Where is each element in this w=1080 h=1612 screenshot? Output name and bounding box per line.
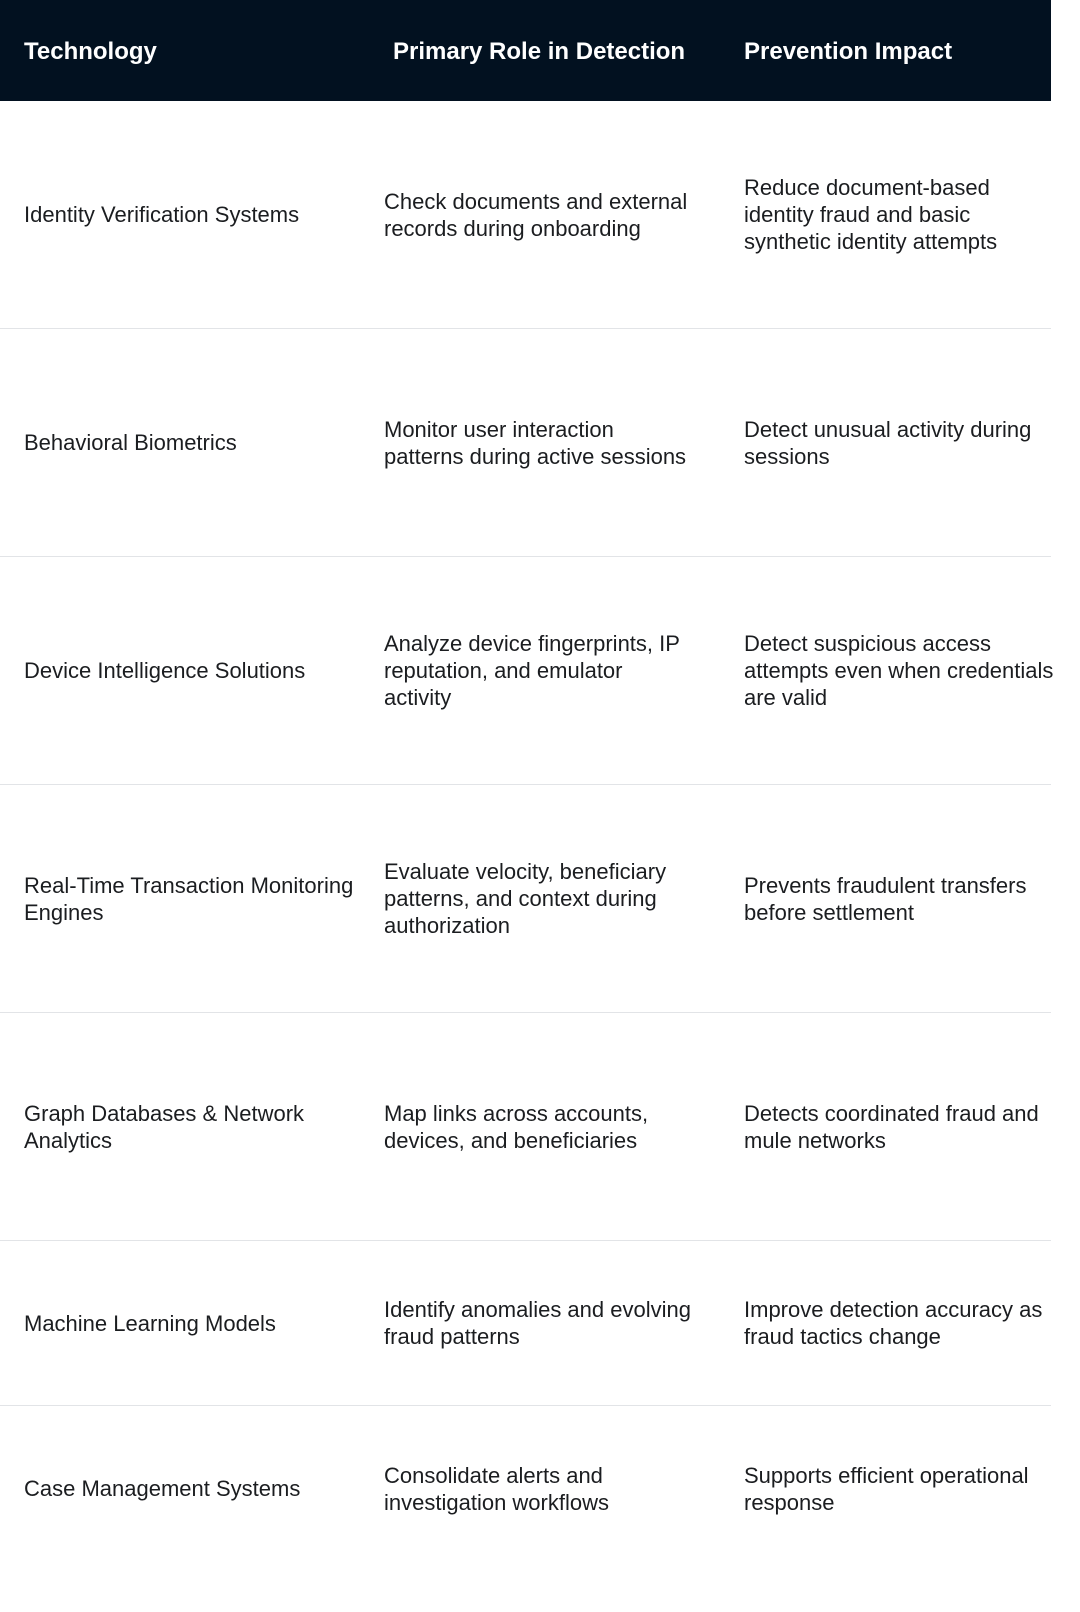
- header-prevention-impact: Prevention Impact: [744, 38, 953, 65]
- technology-cell: Behavioral Biometrics: [24, 430, 237, 455]
- role-cell: Analyze device fingerprints, IP reputation, and emulator activity: [384, 631, 680, 710]
- table-row: [0, 1241, 1051, 1406]
- impact-cell: Detects coordinated fraud and mule networks: [744, 1100, 1039, 1153]
- technology-cell: Machine Learning Models: [24, 1310, 276, 1336]
- table-row: [0, 557, 1054, 785]
- role-cell: Map links across accounts, devices, and beneficiaries: [384, 1100, 649, 1153]
- technology-cell: Real-Time Transaction Monitoring Engines: [24, 872, 354, 925]
- header-technology: Technology: [24, 38, 157, 65]
- impact-cell: Reduce document-based identity fraud and basic synthetic identity attempts: [744, 175, 998, 254]
- impact-cell: Improve detection accuracy as fraud tactics change: [744, 1297, 1043, 1349]
- table-row: [0, 1406, 1051, 1571]
- header-primary-role: Primary Role in Detection: [393, 38, 686, 65]
- technology-cell: Case Management Systems: [24, 1476, 301, 1501]
- role-cell: Evaluate velocity, beneficiary patterns, and context during authorization: [384, 859, 667, 938]
- role-cell: Identify anomalies and evolving fraud patterns: [384, 1297, 691, 1349]
- technology-cell: Device Intelligence Solutions: [24, 658, 306, 683]
- role-cell: Check documents and external records during onboarding: [384, 188, 688, 241]
- impact-cell: Detect suspicious access attempts even when credentials are valid: [744, 631, 1054, 710]
- impact-cell: Detect unusual activity during sessions: [744, 416, 1032, 469]
- role-cell: Monitor user interaction patterns during active sessions: [384, 416, 687, 469]
- role-cell: Consolidate alerts and investigation workflows: [384, 1462, 609, 1515]
- table-header: [0, 0, 1051, 101]
- impact-cell: Prevents fraudulent transfers before settlement: [744, 872, 1027, 925]
- technology-cell: Identity Verification Systems: [24, 202, 300, 227]
- table-row: [0, 1013, 1051, 1241]
- table-row: [0, 101, 1051, 329]
- table-row: [0, 329, 1051, 557]
- impact-cell: Supports efficient operational response: [744, 1462, 1029, 1515]
- table-row: [0, 785, 1051, 1013]
- technology-cell: Graph Databases & Network Analytics: [24, 1100, 305, 1153]
